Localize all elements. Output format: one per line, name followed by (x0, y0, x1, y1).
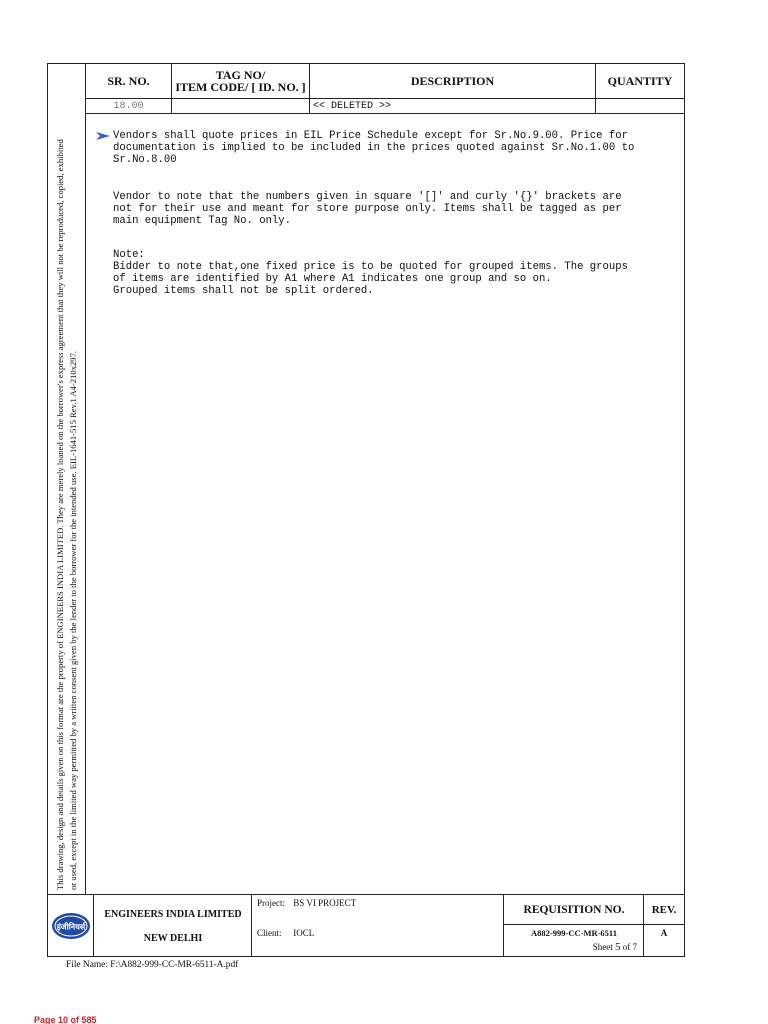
rev-label: REV. (644, 895, 684, 925)
sheet-prefix: Sheet (592, 942, 613, 952)
company-name: ENGINEERS INDIA LIMITED (104, 909, 242, 920)
header-tag-no (172, 64, 310, 98)
header-tag-no-line1: TAG NO/ (215, 68, 266, 82)
logo-cell (48, 895, 94, 957)
note-heading: Note: (113, 249, 145, 261)
cell-tag-no (172, 99, 310, 113)
company-cell (94, 895, 252, 957)
sheet-current: 5 (615, 941, 621, 953)
grouped-items-paragraph: Bidder to note that,one fixed price is to be quoted for grouped items. The groups of items are identified by A1 where A1 indicates one group and so on. Grouped items shall not be split ordered. (113, 261, 628, 297)
logo-text: इंजीनियर्स (56, 922, 85, 932)
requisition-number: A882-999-CC-MR-6511 (531, 928, 617, 938)
rev-value: A (660, 928, 668, 938)
header-description: DESCRIPTION (310, 64, 596, 98)
disclaimer-line-1: This drawing, design and details given on this format are the property of ENGINEERS INDIA LIMITED. They are merely loaned on the borrower's express agreement that they will not be reproduced, copied, exhibited (55, 139, 65, 890)
project-label: Project: (257, 898, 285, 908)
project-value: BS VI PROJECT (293, 898, 357, 908)
revision-cell (644, 895, 684, 957)
header-quantity: QUANTITY (607, 74, 673, 88)
cell-sr-no: 18.00 (86, 99, 172, 113)
sheet-info (593, 941, 637, 953)
header-sr-no: SR. NO. (86, 64, 172, 98)
arrow-bullet-icon (95, 131, 111, 141)
price-schedule-paragraph: Vendors shall quote prices in EIL Price Schedule except for Sr.No.9.00. Price for documentation is implied to be included in the prices quoted against Sr.No.1.00 to Sr.No.8.00 (113, 130, 635, 166)
document-frame (47, 63, 685, 957)
body-text (94, 130, 680, 297)
content-area (86, 64, 684, 894)
client-row (257, 928, 314, 938)
bullet-paragraph (94, 130, 680, 166)
client-value: IOCL (293, 928, 315, 938)
title-block (48, 894, 684, 956)
eil-logo-icon (51, 912, 91, 940)
header-item-code-line2: ITEM CODE/ [ ID. NO. ] (175, 80, 306, 94)
sheet-total: 7 (632, 942, 637, 952)
project-row (257, 898, 356, 908)
page-label: Page 10 of 585 (34, 1015, 97, 1024)
side-disclaimer-text (48, 64, 86, 894)
side-disclaimer-strip (48, 64, 86, 894)
disclaimer-line-2: or used, except in the limited way permitted by a written consent given by the lender to the borrower for the intended use. EIL-1641-515 Rev.1 A4-210x297. (68, 350, 78, 890)
company-city: NEW DELHI (143, 933, 203, 944)
project-cell (252, 895, 504, 957)
file-name: File Name: F:\A882-999-CC-MR-6511-A.pdf (66, 960, 239, 970)
table-row (86, 99, 684, 114)
cell-quantity (596, 99, 684, 113)
table-header-row (86, 64, 684, 99)
client-label: Client: (257, 928, 282, 938)
requisition-label: REQUISITION NO. (504, 895, 644, 925)
cell-description: << DELETED >> (310, 99, 596, 113)
bracket-note-paragraph: Vendor to note that the numbers given in square '[]' and curly '{}' brackets are not for their use and meant for store purpose only. Items shall be tagged as per main equipment Tag No. only. (113, 191, 622, 227)
requisition-cell (504, 895, 644, 957)
sheet-of: of (622, 942, 631, 952)
